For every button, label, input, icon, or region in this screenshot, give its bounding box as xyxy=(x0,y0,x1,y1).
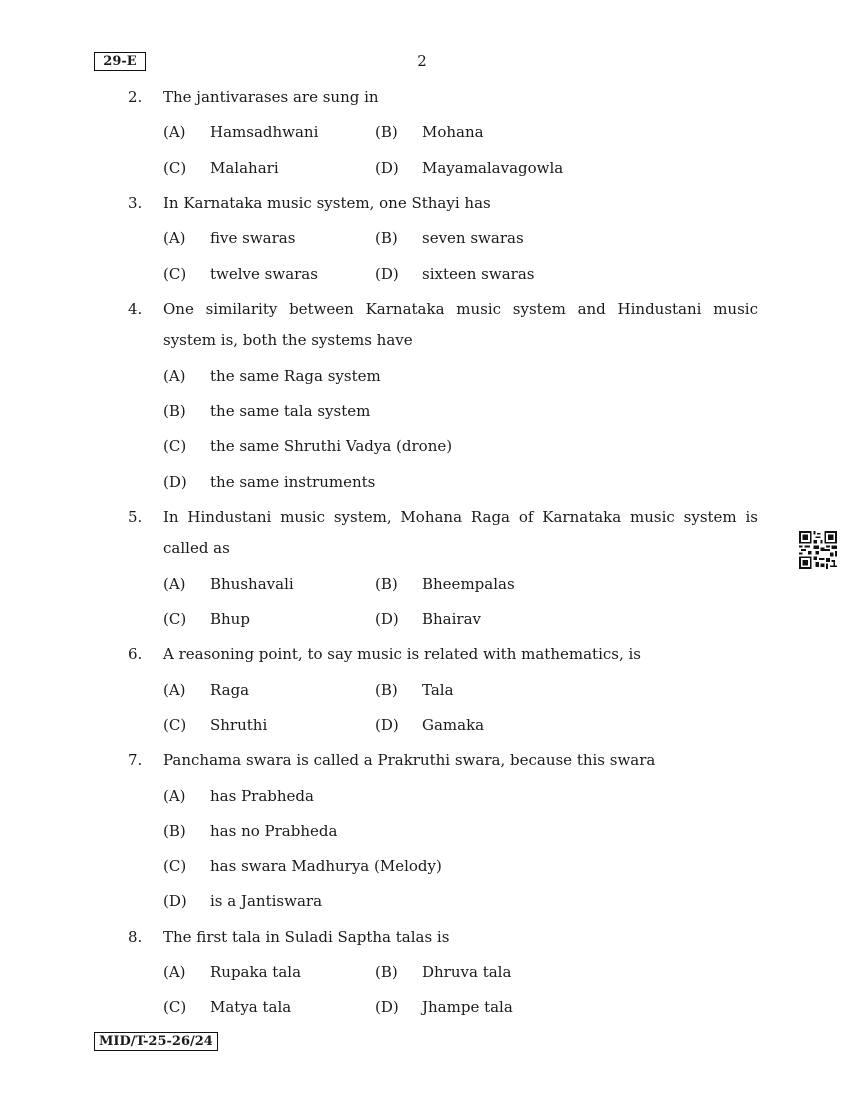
option-text: is a Jantiswara xyxy=(210,892,323,910)
option-label: (B) xyxy=(375,123,398,141)
option-text: Tala xyxy=(422,681,454,699)
option-label: (B) xyxy=(163,402,186,420)
option-label: (B) xyxy=(375,963,398,981)
option-label: (C) xyxy=(163,857,187,875)
option-label: (C) xyxy=(163,998,187,1016)
option-text: Shruthi xyxy=(210,716,268,734)
option-label: (A) xyxy=(163,123,186,141)
option-text: the same Raga system xyxy=(210,367,381,385)
option-text: has no Prabheda xyxy=(210,822,338,840)
question-number: 7. xyxy=(128,751,143,769)
question-text: Panchama swara is called a Prakruthi swara, because this swara xyxy=(163,751,656,769)
option-label: (A) xyxy=(163,681,186,699)
question-number: 2. xyxy=(128,88,143,106)
option-text: has swara Madhurya (Melody) xyxy=(210,857,442,875)
question-number: 6. xyxy=(128,645,143,663)
option-text: seven swaras xyxy=(422,229,524,247)
option-text: the same instruments xyxy=(210,473,376,491)
option-text: Jhampe tala xyxy=(422,998,513,1016)
option-label: (B) xyxy=(163,822,186,840)
question-text-line-1: One similarity between Karnataka music system and Hindustani music xyxy=(163,300,758,318)
option-text: has Prabheda xyxy=(210,787,314,805)
question-text: A reasoning point, to say music is related with mathematics, is xyxy=(163,645,641,663)
option-text: Bhushavali xyxy=(210,575,294,593)
option-text: Bheempalas xyxy=(422,575,515,593)
option-label: (C) xyxy=(163,265,187,283)
option-label: (B) xyxy=(375,229,398,247)
option-label: (C) xyxy=(163,159,187,177)
footer-code: MID/T-25-26/24 xyxy=(94,1032,218,1051)
option-text: Hamsadhwani xyxy=(210,123,319,141)
option-label: (A) xyxy=(163,575,186,593)
option-label: (A) xyxy=(163,367,186,385)
option-text: twelve swaras xyxy=(210,265,318,283)
question-text-line-2: system is, both the systems have xyxy=(163,331,413,349)
option-label: (D) xyxy=(375,716,399,734)
option-text: Bhairav xyxy=(422,610,482,628)
question-text: The first tala in Suladi Saptha talas is xyxy=(163,928,450,946)
option-text: Bhup xyxy=(210,610,250,628)
question-text: In Karnataka music system, one Sthayi has xyxy=(163,194,491,212)
option-label: (D) xyxy=(163,892,187,910)
option-label: (D) xyxy=(163,473,187,491)
paper-code: 29-E xyxy=(94,52,146,71)
option-text: Mayamalavagowla xyxy=(422,159,564,177)
option-label: (A) xyxy=(163,963,186,981)
option-text: Malahari xyxy=(210,159,279,177)
option-text: Matya tala xyxy=(210,998,292,1016)
option-label: (D) xyxy=(375,159,399,177)
option-label: (A) xyxy=(163,787,186,805)
qr-code-icon xyxy=(799,531,837,569)
option-label: (D) xyxy=(375,998,399,1016)
option-label: (A) xyxy=(163,229,186,247)
option-label: (B) xyxy=(375,681,398,699)
option-text: Rupaka tala xyxy=(210,963,302,981)
question-text-line-1: In Hindustani music system, Mohana Raga of Karnataka music system is xyxy=(163,508,758,526)
option-text: sixteen swaras xyxy=(422,265,535,283)
question-number: 5. xyxy=(128,508,143,526)
option-label: (D) xyxy=(375,265,399,283)
question-number: 4. xyxy=(128,300,143,318)
question-text-line-2: called as xyxy=(163,539,230,557)
option-label: (B) xyxy=(375,575,398,593)
option-text: the same tala system xyxy=(210,402,371,420)
option-label: (C) xyxy=(163,716,187,734)
option-label: (C) xyxy=(163,437,187,455)
option-text: Gamaka xyxy=(422,716,485,734)
option-text: five swaras xyxy=(210,229,296,247)
option-text: the same Shruthi Vadya (drone) xyxy=(210,437,453,455)
page-number: 2 xyxy=(417,52,427,70)
option-text: Mohana xyxy=(422,123,484,141)
question-number: 3. xyxy=(128,194,143,212)
option-text: Dhruva tala xyxy=(422,963,512,981)
question-number: 8. xyxy=(128,928,143,946)
question-text: The jantivarases are sung in xyxy=(163,88,379,106)
option-text: Raga xyxy=(210,681,250,699)
option-label: (D) xyxy=(375,610,399,628)
option-label: (C) xyxy=(163,610,187,628)
